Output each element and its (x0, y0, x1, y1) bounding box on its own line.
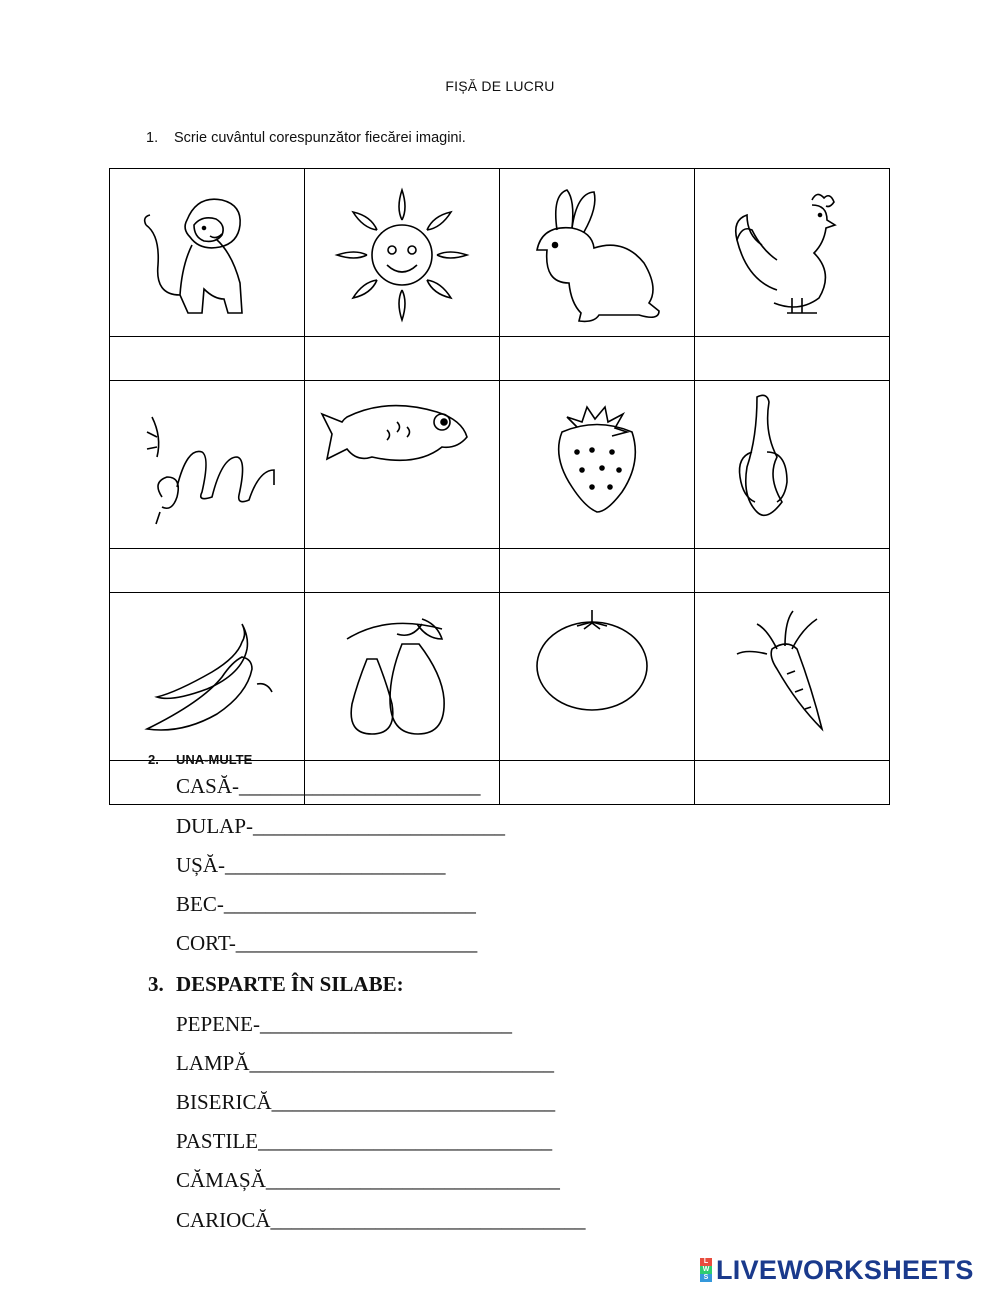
snake-icon (132, 392, 282, 542)
section2-heading (148, 752, 252, 767)
answer-input-2[interactable] (305, 338, 499, 380)
logo-block-s: S (700, 1274, 712, 1282)
section3-heading (148, 972, 404, 997)
lion-icon (132, 180, 282, 330)
answer-cell[interactable] (500, 761, 695, 805)
answer-cell[interactable] (500, 337, 695, 381)
answer-input-6[interactable] (305, 550, 499, 592)
picture-word-table (109, 168, 890, 805)
answer-cell[interactable] (110, 337, 305, 381)
tomato-icon (522, 604, 672, 754)
answer-input-8[interactable] (695, 550, 889, 592)
section1-instruction-text: Scrie cuvântul corespunzător fiecărei imagini. (174, 130, 466, 146)
syllable-line[interactable]: BISERICĂ___________________________ (176, 1090, 556, 1114)
answer-input-11[interactable] (500, 762, 694, 804)
answer-cell[interactable] (305, 337, 500, 381)
answer-cell[interactable] (695, 761, 890, 805)
picture-cell (110, 381, 305, 549)
carrot-icon (717, 604, 867, 754)
section1-instruction (146, 130, 466, 146)
syllable-line[interactable]: LAMPĂ_____________________________ (176, 1051, 555, 1075)
answer-cell[interactable] (110, 549, 305, 593)
answer-input-12[interactable] (695, 762, 889, 804)
syllable-line[interactable]: CARIOCĂ______________________________ (176, 1208, 586, 1232)
pear-icon (327, 604, 477, 754)
picture-row (110, 381, 890, 549)
picture-cell (695, 381, 890, 549)
una-multe-line[interactable]: UȘĂ-_____________________ (176, 853, 446, 877)
answer-input-7[interactable] (500, 550, 694, 592)
una-multe-line[interactable]: DULAP-________________________ (176, 814, 505, 838)
logo-blocks-icon (700, 1258, 712, 1282)
answer-input-5[interactable] (110, 550, 304, 592)
picture-row (110, 593, 890, 761)
rabbit-icon (517, 180, 677, 330)
answer-cell[interactable] (695, 549, 890, 593)
page-title: FIȘĂ DE LUCRU (445, 78, 555, 94)
section3-number: 3. (148, 972, 164, 996)
sun-icon (327, 180, 477, 330)
picture-cell (305, 593, 500, 761)
picture-cell (305, 381, 500, 549)
section2-number: 2. (148, 752, 159, 767)
picture-cell (500, 169, 695, 337)
banana-icon (717, 392, 867, 542)
una-multe-line[interactable]: CASĂ-_______________________ (176, 774, 481, 798)
rooster-icon (717, 180, 867, 330)
syllable-line[interactable]: PASTILE____________________________ (176, 1129, 553, 1153)
logo-block-w: W (700, 1266, 712, 1274)
answer-row (110, 337, 890, 381)
picture-cell (305, 169, 500, 337)
una-multe-line[interactable]: CORT-_______________________ (176, 931, 478, 955)
picture-row (110, 169, 890, 337)
answer-row (110, 549, 890, 593)
answer-input-4[interactable] (695, 338, 889, 380)
picture-cell (500, 381, 695, 549)
una-multe-line[interactable]: BEC-________________________ (176, 892, 476, 916)
syllable-line[interactable]: CĂMAȘĂ____________________________ (176, 1168, 560, 1192)
pepper-icon (127, 604, 287, 754)
picture-cell (695, 169, 890, 337)
picture-cell (110, 169, 305, 337)
section3-heading-text: DESPARTE ÎN SILABE: (176, 972, 404, 996)
picture-cell (110, 593, 305, 761)
answer-cell[interactable] (500, 549, 695, 593)
picture-cell (500, 593, 695, 761)
answer-cell[interactable] (305, 549, 500, 593)
answer-cell[interactable] (695, 337, 890, 381)
liveworksheets-logo[interactable] (700, 1256, 974, 1284)
answer-input-3[interactable] (500, 338, 694, 380)
section1-number: 1. (146, 130, 159, 146)
logo-block-l: L (700, 1258, 712, 1266)
syllable-line[interactable]: PEPENE-________________________ (176, 1012, 512, 1036)
strawberry-icon (522, 392, 672, 542)
logo-text: LIVEWORKSHEETS (716, 1254, 974, 1285)
picture-cell (695, 593, 890, 761)
answer-input-1[interactable] (110, 338, 304, 380)
section2-heading-text: UNA-MULTE (176, 752, 253, 767)
fish-icon (317, 392, 487, 542)
